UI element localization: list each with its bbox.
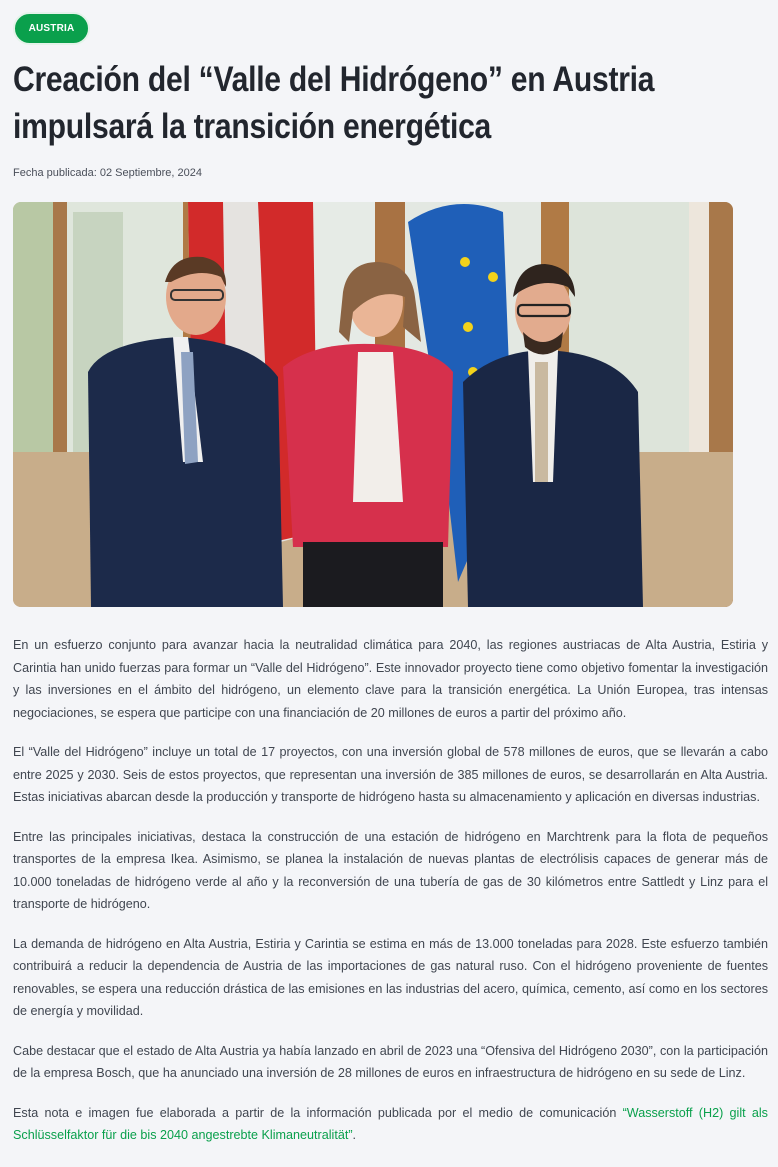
published-date: Fecha publicada: 02 Septiembre, 2024 (13, 167, 202, 179)
source-note (13, 1102, 768, 1147)
article-photo (13, 202, 733, 607)
article-headline: Creación del “Valle del Hidrógeno” en Austria impulsará la transición energética (13, 60, 655, 146)
paragraph-4: La demanda de hidrógeno en Alta Austria, Estiria y Carintia se estima en más de 13.000 toneladas para 2028. Este esfuerzo también contribuirá a reducir la dependencia de Austria de las importaciones de gas natural ruso. Con el hidrógeno proveniente de fuentes renovables, se espera una reducción drástica de las emisiones en las industrias del acero, química, cemento, así como en los sectores de energía y movilidad. (13, 936, 768, 1018)
article-body (13, 634, 768, 1164)
paragraph-5: Cabe destacar que el estado de Alta Austria ya había lanzado en abril de 2023 una “Ofensiva del Hidrógeno 2030”, con la participación de la empresa Bosch, que ha anunciado una inversión de 28 millones de euros en infraestructura de hidrógeno en su sede de Linz. (13, 1043, 768, 1080)
source-note-prefix: Esta nota e imagen fue elaborada a partir de la información publicada por el medio de comunicación (13, 1105, 623, 1120)
paragraph-2: El “Valle del Hidrógeno” incluye un total de 17 proyectos, con una inversión global de 578 millones de euros, que se llevarán a cabo entre 2025 y 2030. Seis de estos proyectos, que representan una inversión de 385 millones de euros, se desarrollarán en Alta Austria. Estas iniciativas abarcan desde la producción y transporte de hidrógeno hasta su almacenamiento y aplicación en diversas industrias. (13, 745, 768, 804)
paragraph-3: Entre las principales iniciativas, destaca la construcción de una estación de hidrógeno en Marchtrenk para la flota de pequeños transportes de la empresa Ikea. Asimismo, se planea la instalación de nuevas plantas de electrólisis capaces de generar más de 10.000 toneladas de hidrógeno verde al año y la reconversión de una tubería de gas de 30 kilómetros entre Sattledt y Linz para el transporte de hidrógeno. (13, 829, 768, 911)
category-tag[interactable]: AUSTRIA (13, 12, 90, 45)
source-link[interactable]: “Wasserstoff (H2) gilt als Schlüsselfaktor für die bis 2040 angestrebte Klimaneutralität” (13, 1105, 768, 1142)
source-note-suffix: . (352, 1128, 357, 1142)
paragraph-1: En un esfuerzo conjunto para avanzar hacia la neutralidad climática para 2040, las regiones austriacas de Alta Austria, Estiria y Carintia han unido fuerzas para formar un “Valle del Hidrógeno”. Este innovador proyecto tiene como objetivo fomentar la investigación y las inversiones en el ámbito del hidrógeno, un elemento clave para la transición energética. La Unión Europea, tras intensas negociaciones, se espera que participe con una financiación de 20 millones de euros a partir del próximo año. (13, 638, 768, 720)
